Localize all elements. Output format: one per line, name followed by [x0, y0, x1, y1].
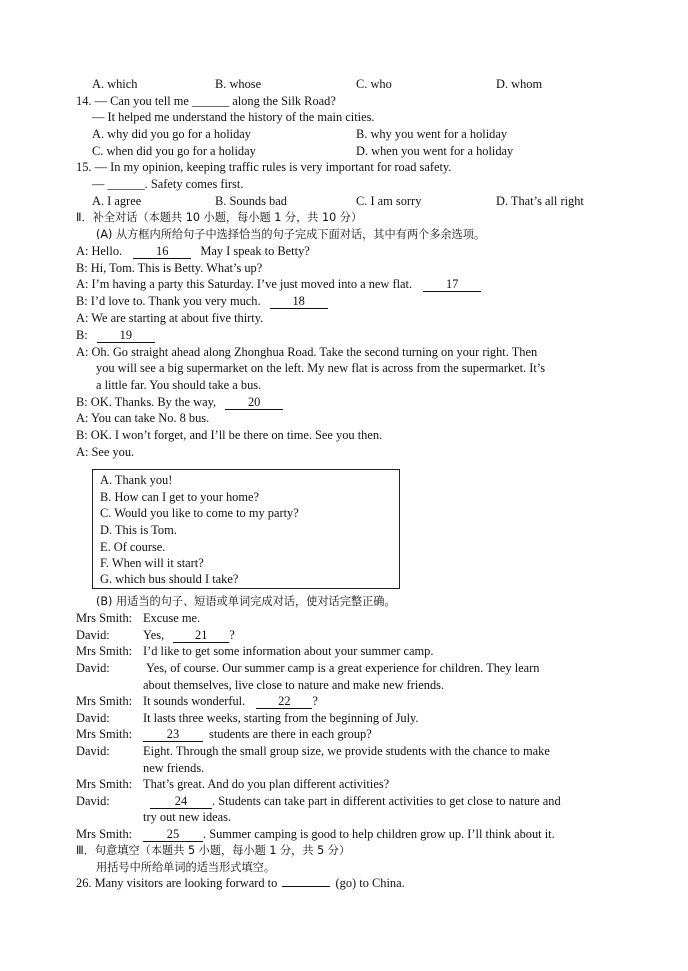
blank-17[interactable]: 17 [423, 278, 481, 292]
blank-22[interactable]: 22 [256, 695, 312, 709]
dialog-b-text-11: 25 . Summer camping is good to help children grow up. I’ll think about it. [143, 827, 555, 842]
dialog-b-text-3: I’d like to get some information about your summer camp. [143, 644, 434, 658]
blank-20[interactable]: 20 [225, 396, 283, 410]
dialog-a-line-5: A: We are starting at about five thirty. [76, 311, 264, 325]
blank-18[interactable]: 18 [270, 295, 328, 309]
dialog-a-line-9: a little far. You should take a bus. [96, 378, 262, 392]
part-b-instruction: (B) 用适当的句子、短语或单词完成对话，使对话完整正确。 [96, 595, 396, 608]
dialog-a-line-10: B: OK. Thanks. By the way, 20 [76, 395, 283, 410]
dialog-b-text-9: That’s great. And do you plan different activities? [143, 777, 390, 791]
blank-21[interactable]: 21 [173, 629, 229, 643]
dialog-a-line-4: B: I’d love to. Thank you very much. 18 [76, 294, 328, 309]
box-option-a: A. Thank you! [100, 473, 173, 487]
dialog-a-line-1: A: Hello. 16 May I speak to Betty? [76, 244, 310, 258]
dialog-b-text-6: It lasts three weeks, starting from the beginning of July. [143, 711, 419, 725]
dialog-b-speaker-7: Mrs Smith: [76, 727, 133, 741]
q14-option-d: D. when you went for a holiday [356, 144, 514, 158]
q13-option-d: D. whom [496, 77, 543, 91]
q26: 26. Many visitors are looking forward to (go) to China. [76, 876, 405, 890]
dialog-a-line-2: B: Hi, Tom. This is Betty. What’s up? [76, 261, 263, 275]
blank-24[interactable]: 24 [150, 795, 212, 809]
dialog-b-text-10a: 24 . Students can take part in different activities to get close to nature and [150, 794, 561, 809]
dialog-b-text-8b: new friends. [143, 761, 205, 775]
dialog-a-line-12: B: OK. I won’t forget, and I’ll be there on time. See you then. [76, 428, 383, 442]
dialog-b-text-7: 23 students are there in each group? [143, 727, 372, 742]
box-option-c: C. Would you like to come to my party? [100, 506, 299, 520]
dialog-b-text-4b: about themselves, live close to nature and make new friends. [143, 678, 445, 692]
q15-option-c: C. I am sorry [356, 194, 422, 208]
dialog-b-speaker-6: David: [76, 711, 110, 725]
q15-option-a: A. I agree [92, 194, 142, 208]
part-a-instruction: (A) 从方框内所给句子中选择恰当的句子完成下面对话，其中有两个多余选项。 [96, 228, 486, 241]
q14-stem: 14. — Can you tell me ______ along the Silk Road? [76, 94, 336, 108]
section3-heading: Ⅲ．句意填空（本题共 5 小题，每小题 1 分，共 5 分） [76, 844, 351, 857]
dialog-a-line-11: A: You can take No. 8 bus. [76, 411, 210, 425]
dialog-a-line-13: A: See you. [76, 445, 135, 459]
dialog-b-text-10b: try out new ideas. [143, 810, 232, 824]
q13-option-a: A. which [92, 77, 138, 91]
q13-option-c: C. who [356, 77, 392, 91]
dialog-b-speaker-8: David: [76, 744, 110, 758]
box-option-g: G. which bus should I take? [100, 572, 239, 586]
dialog-a-line-6: B: 19 [76, 328, 155, 343]
q15-reply: — ______. Safety comes first. [92, 177, 244, 191]
q14-option-c: C. when did you go for a holiday [92, 144, 256, 158]
q15-option-b: B. Sounds bad [215, 194, 287, 208]
section2-heading: Ⅱ．补全对话（本题共 10 小题，每小题 1 分，共 10 分） [76, 211, 363, 224]
q14-reply: — It helped me understand the history of the main cities. [92, 110, 375, 124]
blank-19[interactable]: 19 [97, 329, 155, 343]
dialog-b-speaker-10: David: [76, 794, 110, 808]
box-option-d: D. This is Tom. [100, 523, 177, 537]
q15-stem: 15. — In my opinion, keeping traffic rules is very important for road safety. [76, 160, 452, 174]
dialog-b-speaker-9: Mrs Smith: [76, 777, 133, 791]
blank-16[interactable]: 16 [133, 245, 191, 259]
options-box [92, 469, 400, 589]
dialog-b-speaker-4: David: [76, 661, 110, 675]
q14-option-b: B. why you went for a holiday [356, 127, 508, 141]
dialog-b-speaker-2: David: [76, 628, 110, 642]
section3-instruction: 用括号中所给单词的适当形式填空。 [96, 861, 276, 874]
dialog-b-text-8a: Eight. Through the small group size, we provide students with the chance to make [143, 744, 550, 758]
dialog-b-speaker-1: Mrs Smith: [76, 611, 133, 625]
box-option-f: F. When will it start? [100, 556, 204, 570]
box-option-e: E. Of course. [100, 540, 166, 554]
q15-option-d: D. That’s all right [496, 194, 584, 208]
q14-option-a: A. why did you go for a holiday [92, 127, 251, 141]
q13-option-b: B. whose [215, 77, 262, 91]
dialog-a-line-3: A: I’m having a party this Saturday. I’ve just moved into a new flat. 17 [76, 277, 481, 292]
dialog-b-text-4a: Yes, of course. Our summer camp is a great experience for children. They learn [146, 661, 540, 675]
dialog-b-text-2: Yes, 21 ? [143, 628, 235, 642]
dialog-b-speaker-5: Mrs Smith: [76, 694, 133, 708]
box-option-b: B. How can I get to your home? [100, 490, 259, 504]
dialog-a-line-8: you will see a big supermarket on the left. My new flat is across from the supermarket. It’s [96, 361, 546, 375]
dialog-b-text-1: Excuse me. [143, 611, 201, 625]
blank-26[interactable] [282, 886, 330, 887]
blank-25[interactable]: 25 [143, 828, 203, 842]
dialog-b-speaker-3: Mrs Smith: [76, 644, 133, 658]
blank-23[interactable]: 23 [143, 728, 203, 742]
dialog-b-text-5: It sounds wonderful. 22 ? [143, 694, 318, 708]
dialog-b-speaker-11: Mrs Smith: [76, 827, 133, 841]
dialog-a-line-7: A: Oh. Go straight ahead along Zhonghua Road. Take the second turning on your right. Then [76, 345, 538, 359]
